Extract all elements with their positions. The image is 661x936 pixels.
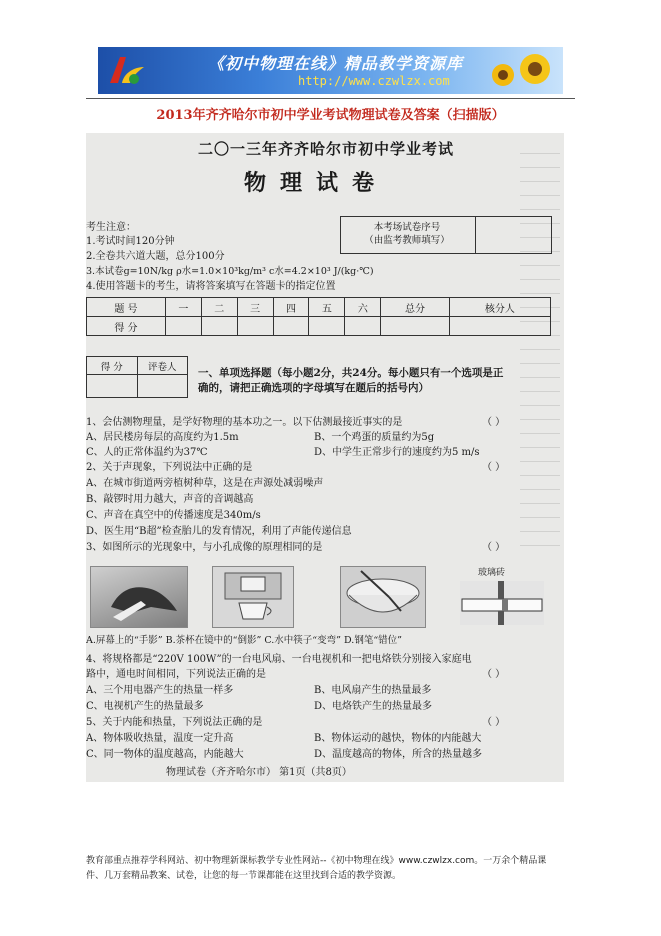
option-b: B、电风扇产生的热量最多	[314, 685, 432, 696]
notice-item: 3.本试卷g=10N/kg ρ水=1.0×10³kg/m³ c水=4.2×10³ J/(kg·℃)	[86, 266, 374, 277]
pen-glass-image	[460, 581, 544, 625]
question-4-cont: 路中，通电时间相同，下列说法正确的是	[86, 669, 266, 680]
answer-paren: （ ）	[482, 717, 506, 728]
grader-name-label: 评卷人	[137, 357, 188, 375]
option-b: B、敲锣时用力越大，声音的音调越高	[86, 494, 254, 505]
score-table-score-row	[87, 317, 551, 336]
answer-paren: （ ）	[482, 542, 506, 553]
site-logo-icon	[104, 53, 148, 89]
glass-brick-label: 玻璃砖	[478, 568, 506, 578]
document-title: 2013年齐齐哈尔市初中学业考试物理试卷及答案（扫描版）	[156, 108, 505, 123]
notice-item: 4.使用答题卡的考生，请将答案填写在答题卡的指定位置	[86, 281, 336, 292]
notice-item: 1.考试时间120分钟	[86, 236, 175, 247]
section1-title: 一、单项选择题（每小题2分，共24分。每小题只有一个选项是正	[198, 367, 504, 379]
score-table-cell: 五	[309, 298, 345, 317]
score-cell-empty	[309, 317, 345, 336]
site-footer-line-1: 教育部重点推荐学科网站、初中物理新课标教学专业性网站--《初中物理在线》www.czwlzx.com。一万余个精品课	[86, 856, 547, 866]
score-table-cell: 题 号	[87, 298, 166, 317]
answer-paren: （ ）	[482, 417, 506, 428]
score-cell-empty	[381, 317, 450, 336]
grader-cell-empty	[137, 375, 188, 398]
option-d: D、电烙铁产生的热量最多	[314, 701, 433, 712]
grader-table	[86, 356, 188, 398]
scanned-exam-page	[86, 133, 564, 782]
score-table-cell: 二	[201, 298, 237, 317]
score-cell-empty	[449, 317, 550, 336]
answer-paren: （ ）	[482, 462, 506, 473]
answer-paren: （ ）	[482, 669, 506, 680]
banner-url[interactable]: http://www.czwlzx.com	[298, 74, 450, 88]
option-c: C、电视机产生的热量最多	[86, 701, 204, 712]
option-b: B、一个鸡蛋的质量约为5g	[314, 432, 435, 443]
banner-title: 《初中物理在线》精品教学资源库	[208, 54, 464, 73]
section1-title-cont: 确的，请把正确选项的字母填写在题后的括号内）	[198, 382, 429, 394]
bowl-chopstick-icon	[341, 567, 425, 627]
score-table-cell: 总分	[381, 298, 450, 317]
question-4: 4、将规格都是“220V 100W”的一台电风扇、一台电视机和一把电烙铁分别接入家庭电	[86, 654, 472, 665]
score-cell-empty	[165, 317, 201, 336]
teacup-mirror-image	[212, 566, 294, 628]
hand-shadow-icon	[91, 567, 187, 627]
seat-box-divider	[475, 217, 476, 253]
paper-title: 物理试卷	[244, 170, 389, 196]
question-2: 2、关于声现象，下列说法中正确的是	[86, 462, 253, 473]
option-c: C、同一物体的温度越高，内能越大	[86, 749, 244, 760]
option-c: C、声音在真空中的传播速度是340m/s	[86, 510, 261, 521]
seat-label-line-1: 本考场试卷序号	[373, 222, 441, 233]
exam-page-footer: 物理试卷（齐齐哈尔市） 第1页（共8页）	[166, 767, 352, 778]
pen-glass-icon	[460, 581, 544, 625]
question-1: 1、会估测物理量，是学好物理的基本功之一。以下估测最接近事实的是	[86, 417, 403, 428]
grader-cell-empty	[87, 375, 138, 398]
exam-header: 二〇一三年齐齐哈尔市初中学业考试	[198, 140, 455, 158]
site-banner	[98, 47, 563, 94]
grader-score-label: 得 分	[87, 357, 138, 375]
option-a: A、物体吸收热量，温度一定升高	[86, 733, 234, 744]
option-d: D、中学生正常步行的速度约为5 m/s	[314, 447, 480, 458]
notice-title: 考生注意：	[86, 222, 136, 233]
option-b: B、物体运动的越快，物体的内能越大	[314, 733, 482, 744]
score-table-cell: 六	[345, 298, 381, 317]
seat-number-label	[345, 221, 469, 247]
option-d: D、温度越高的物体，所含的热量越多	[314, 749, 483, 760]
notice-item: 2.全卷共六道大题，总分100分	[86, 251, 225, 262]
score-cell-empty	[237, 317, 273, 336]
option-c: C、人的正常体温约为37℃	[86, 447, 208, 458]
seat-number-box	[340, 216, 552, 254]
score-cell-empty	[345, 317, 381, 336]
option-a: A、三个用电器产生的热量一样多	[86, 685, 234, 696]
bleed-through-texture	[520, 153, 560, 553]
score-row-label: 得 分	[87, 317, 166, 336]
seat-label-line-2: （由监考教师填写）	[364, 235, 450, 246]
option-a: A、在城市街道两旁植树种草，这是在声源处减弱噪声	[86, 478, 324, 489]
teacup-mirror-icon	[213, 567, 293, 627]
score-cell-empty	[273, 317, 309, 336]
score-table-cell: 三	[237, 298, 273, 317]
hand-shadow-image	[90, 566, 188, 628]
score-table-cell: 四	[273, 298, 309, 317]
question-3-options: A.屏幕上的“手影” B.茶杯在镜中的“倒影” C.水中筷子“变弯” D.钢笔“错位”	[86, 635, 403, 646]
sunflower-icon	[477, 49, 557, 92]
score-table-cell: 核分人	[449, 298, 550, 317]
option-a: A、居民楼房每层的高度约为1.5m	[86, 432, 239, 443]
question-5: 5、关于内能和热量，下列说法正确的是	[86, 717, 263, 728]
score-cell-empty	[201, 317, 237, 336]
question-3: 3、如图所示的光现象中，与小孔成像的原理相同的是	[86, 542, 323, 553]
header-divider	[86, 98, 575, 99]
chopsticks-water-image	[340, 566, 426, 628]
option-d: D、医生用“B超”检查胎儿的发育情况，利用了声能传递信息	[86, 526, 352, 537]
score-table-header-row	[87, 298, 551, 317]
score-table-cell: 一	[165, 298, 201, 317]
site-footer-line-2: 件、几万套精品教案、试卷，让您的每一节课都能在这里找到合适的教学资源。	[86, 871, 402, 881]
score-table	[86, 297, 551, 336]
